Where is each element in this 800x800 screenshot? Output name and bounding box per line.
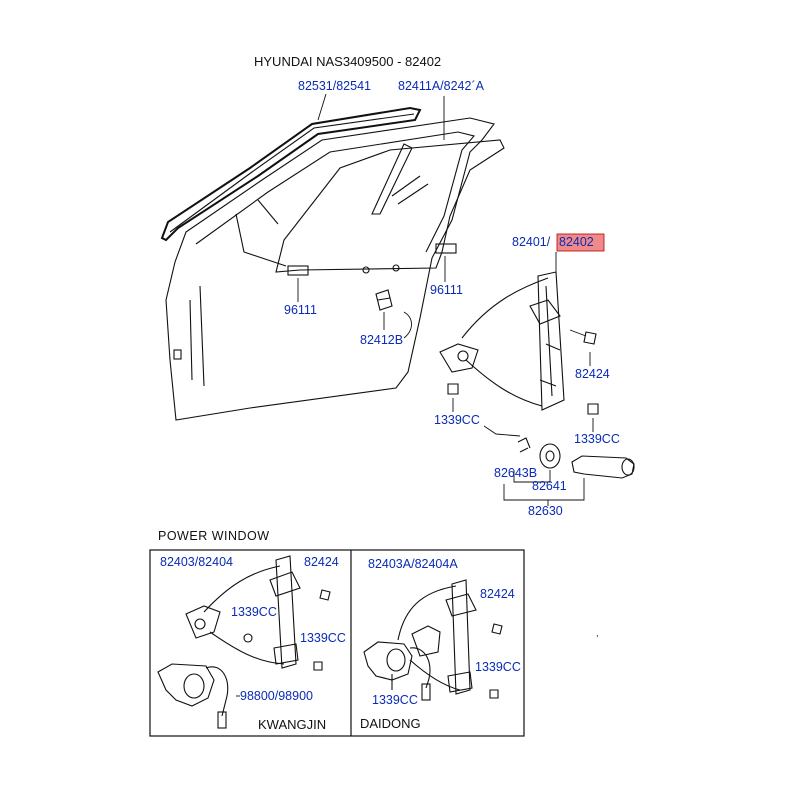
spring-82643b xyxy=(518,438,530,452)
nut-left xyxy=(448,384,458,394)
kwangjin-label-nut-a[interactable]: 1339CC xyxy=(231,605,277,619)
kwangjin-bolt xyxy=(320,590,330,600)
nut-right xyxy=(588,404,598,414)
daidong-label-regulator[interactable]: 82403A/82404A xyxy=(368,557,458,571)
kwangjin-motor xyxy=(158,664,214,706)
kwangjin-maker: KWANGJIN xyxy=(258,717,327,732)
regulator-cable-lower xyxy=(466,360,542,406)
door-assembly-drawing xyxy=(162,94,634,506)
outer-weatherstrip-shape xyxy=(162,108,420,240)
label-nut-left[interactable]: 1339CC xyxy=(434,413,480,427)
label-spring[interactable]: 82643B xyxy=(494,466,538,480)
kwangjin-label-bolt[interactable]: 82424 xyxy=(304,555,339,569)
daidong-label-nut-b[interactable]: 1339CC xyxy=(372,693,418,707)
door-glass xyxy=(276,140,504,272)
daidong-nut xyxy=(490,690,498,698)
kwangjin-label-nut-b[interactable]: 1339CC xyxy=(300,631,346,645)
bolt-82424 xyxy=(584,332,596,344)
label-outer-weatherstrip[interactable]: 82531/82541 xyxy=(298,79,371,93)
label-regulator-highlight[interactable]: 82402 xyxy=(559,235,594,249)
label-glass[interactable]: 82411A/8242´A xyxy=(398,79,484,93)
label-glass-pad-right[interactable]: 96111 xyxy=(430,283,463,297)
page-title: HYUNDAI NAS3409500 - 82402 xyxy=(254,54,442,69)
kwangjin-label-regulator[interactable]: 82403/82404 xyxy=(160,555,233,569)
label-clip[interactable]: 82412B xyxy=(360,333,404,347)
window-handle xyxy=(572,456,634,478)
label-handle-assy[interactable]: 82630 xyxy=(528,504,563,518)
label-glass-pad-left[interactable]: 96111 xyxy=(284,303,317,317)
daidong-maker: DAIDONG xyxy=(360,716,421,731)
label-regulator-left[interactable]: 82401/ xyxy=(512,235,551,249)
label-bolt[interactable]: 82424 xyxy=(575,367,610,381)
kwangjin-pulley-bracket xyxy=(186,606,220,638)
washer-82641 xyxy=(540,444,560,468)
power-window-heading: POWER WINDOW xyxy=(158,529,270,543)
stray-mark: , xyxy=(596,628,599,638)
daidong-bolt xyxy=(492,624,502,634)
label-washer[interactable]: 82641 xyxy=(532,479,567,493)
regulator-cable-upper xyxy=(462,278,548,338)
daidong-label-bolt[interactable]: 82424 xyxy=(480,587,515,601)
kwangjin-label-motor[interactable]: 98800/98900 xyxy=(240,689,313,703)
label-nut-right[interactable]: 1339CC xyxy=(574,432,620,446)
glass-clip xyxy=(376,290,392,310)
regulator-rail xyxy=(538,272,564,410)
kwangjin-nut xyxy=(244,634,252,642)
daidong-label-nut-a[interactable]: 1339CC xyxy=(475,660,521,674)
